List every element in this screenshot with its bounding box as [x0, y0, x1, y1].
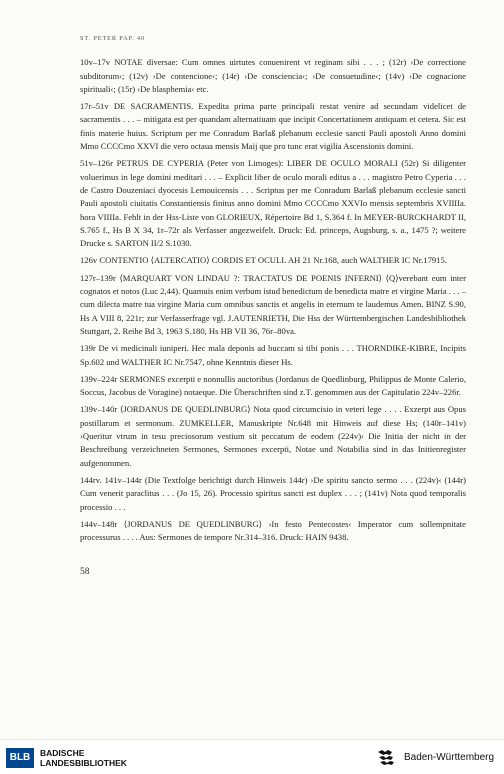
- catalog-entry: 126v CONTENTIO ⟨ALTERCATIO⟩ CORDIS ET OCULI. AH 21 Nr.168, auch WALTHER IC Nr.17915.: [80, 255, 447, 266]
- catalog-entry: 139v–140r ⟨JORDANUS DE QUEDLINBURG⟩ Nota quod circumcisio in veteri lege . . . . Exzerpt aus Opus postillarum et sermonum. ZUMKELLER, Manuskripte Nr.648 mit Hinweis auf diese Hs; (140r–141v) ›Queritur vtrum in tesu preciosorum vestium sit peccatum de eodem (224v)‹ Die Initia der nicht in der Beschreibung verzeichneten Sermones, Sermones excerpti, Notae und Notabilia sind in das Initienregister aufgenommen.: [80, 404, 466, 468]
- catalog-entry: 10v–17v NOTAE diversae: Cum omnes uirtutes conuenirent vt reginam sibi . . . ; (12r) ›De correctione subditorum‹; (12v) ›De contencione‹; (14r) ›De consciencia‹; ›De consuetudine‹; (14v) ›De cognacione spirituali‹; (15r) ›De blasphemia‹ etc.: [80, 57, 466, 94]
- catalog-entry: 51v–126r PETRUS DE CYPERIA (Peter von Limoges): LIBER DE OCULO MORALI (52r) Si diligenter voluerimus in lege domini meditari . . . – Explicit liber de oculo morali editus a . . . magistro Petro Cyperia . . . de Castro Douzeniaci dyocesis Lemouicensis . . . Scriptus per me Conradum Barlaß plebanum ecclesie sancti Pauli apostoli ciuitatis Constantiensis finitus anno domini Mmo CCCCmo XXVIo mensis septembris XVIIIIa. hora VIIIIa. Fehlt in der Hss-Liste von GLORIEUX, Répertoire Bd 1, S.364 f. In MEYER-BURCKHARDT II, S.765 f., Hs B X 34, 1r–72r als Verfasser angezweifelt. Druck: Ed. princeps, Augsburg, s. a., 1475 ?; weitere Drucke s. SARTON II/2 S.1030.: [80, 158, 466, 249]
- catalog-entry: 144rv. 141v–144r (Die Textfolge berichtigt durch Hinweis 144r) ›De spiritu sancto sermo . . . (224v)‹ (144r) Cum venerit paraclitus . . . (Jo 15, 26). Processio spiritus sancti est duplex . . . ; (141v) Nota quod temporalis processio . . .: [80, 474, 466, 512]
- page-content: [80, 32, 466, 580]
- blb-logo[interactable]: BLB: [6, 748, 34, 768]
- library-name-line1: BADISCHE: [40, 748, 85, 758]
- lions-crest-icon: [376, 748, 398, 768]
- page-number: 58: [80, 567, 90, 578]
- catalog-entry: 139r De vi medicinali iuniperi. Hec mala deponis ad buccam si tibi ponis . . . THORNDIKE-KIBRE, Incipits Sp.602 und WALTHER IC Nr.7547, ohne Kenntnis dieser Hs.: [80, 343, 466, 367]
- footer-bar: [0, 739, 504, 774]
- catalog-entry: 17r–51v DE SACRAMENTIS. Expedita prima parte principali restat venire ad secundam videlicet de sacramentis . . . – mitigata est per quandam alternatiuam que incipit Concertationem antiquam et cetera. Sic est finis materie huius. Scriptum per me Conradum Barlaß plebanum ecclesie sancti Pauli apostoli Anno domini Mmo CCCCmo XXVI die vero octaua mensis Maij que pro tunc erat vigilia Ascensionis domini.: [80, 101, 466, 152]
- running-head: ST. PETER PAP. 40: [80, 35, 145, 42]
- catalog-entry: 139v–224r SERMONES excerpti e nonnullis auctoribus (Jordanus de Quedlinburg, Philippus de Monte Calerio, Soccus, Jacobus de Voragine) notaeque. Die Überschriften sind z.T. genommen aus der Capitulatio 224v–226r.: [80, 373, 466, 398]
- state-name[interactable]: Baden-Württemberg: [404, 752, 495, 763]
- library-name: [40, 748, 127, 768]
- library-name-line2: LANDESBIBLIOTHEK: [40, 758, 127, 768]
- catalog-entry: 144v–148r ⟨JORDANUS DE QUEDLINBURG⟩ ›In festo Pentecostes‹ Imperator cum sollempnitate processurus . . . . Aus: Sermones de tempore Nr.314–316. Druck: HAIN 9438.: [80, 518, 466, 543]
- catalog-entry: 127r–139r ⟨MARQUART VON LINDAU ?: TRACTATUS DE POENIS INFERNI⟩ ⟨Q⟩verebant eum inter cognatos et notos (Luc 2,44). Quamuis enim verbum istud benedictum de benedicta matre et virgine Maria . . . – cum dilecta matre tua virgine Maria cum omnibus sanctis et angelis in eternum te laudemus Amen. BINZ S.90, Hs A VIII 8, 221r; zur Verfasserfrage vgl. J.AUTENRIETH, Die Hss der Württembergischen Landesbibliothek Stuttgart, 2. Reihe Bd 3, 1963 S.180, Hs HB VII 36, 76r–80va.: [80, 272, 466, 336]
